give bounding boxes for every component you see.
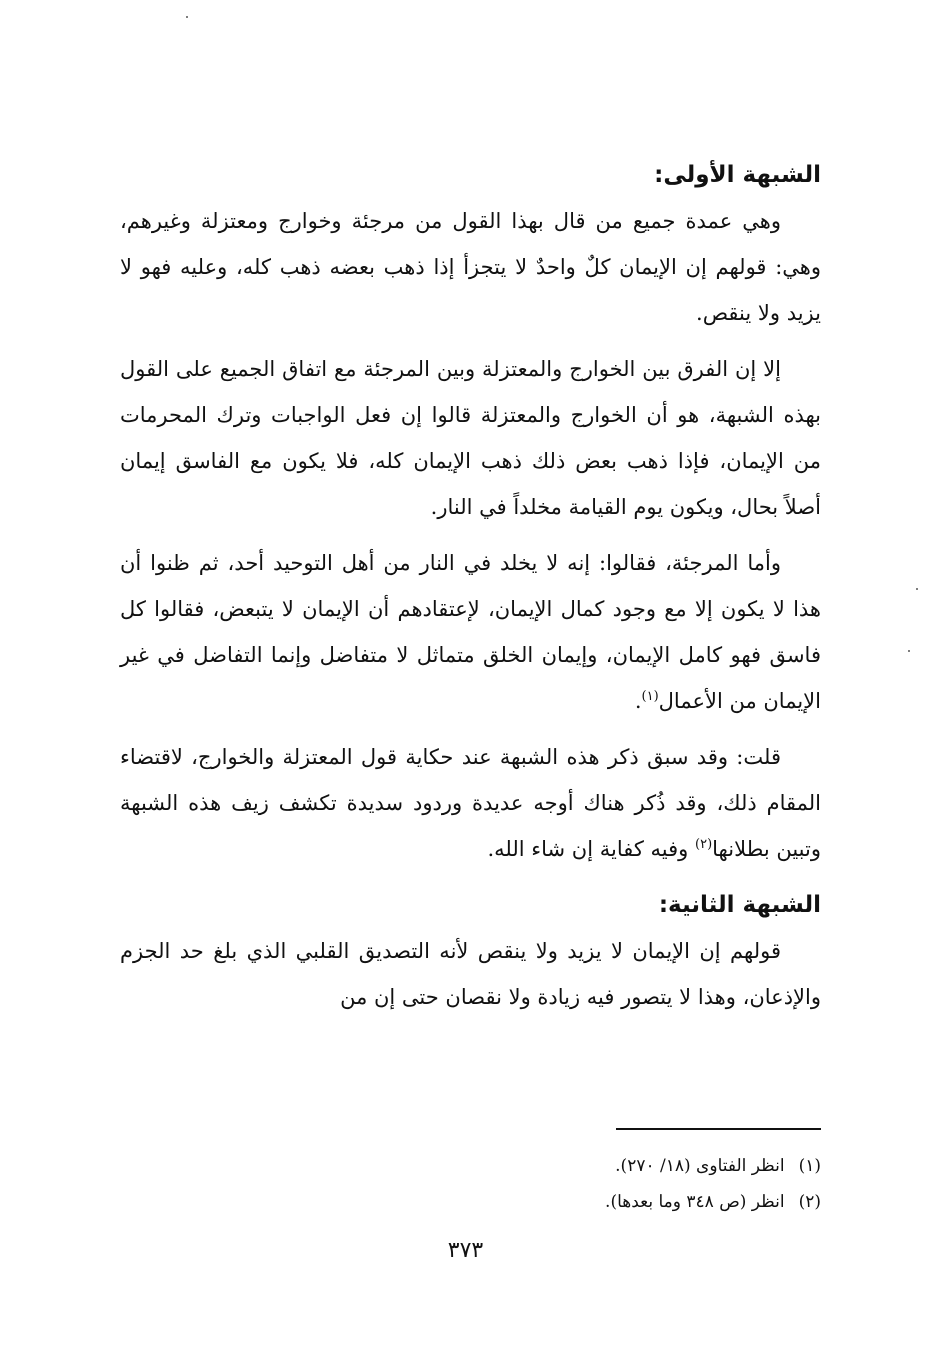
paragraph: إلا إن الفرق بين الخوارج والمعتزلة وبين المرجئة مع اتفاق الجميع على القول بهذه الشبهة، هو أن الخوارج والمعتزلة قالوا إن فعل الواجبات وترك المحرمات من الإيمان، فإذا ذهب بعض ذلك ذهب الإيمان كله، فلا يكون مع الفاسق إيمان أصلاً بحال، ويكون يوم القيامة مخلداً في النار. bbox=[120, 357, 821, 519]
paragraph-text: وفيه كفاية إن شاء الله. bbox=[487, 837, 695, 861]
paragraph-end: . bbox=[634, 689, 642, 713]
scan-speck bbox=[908, 650, 910, 652]
scan-speck bbox=[916, 588, 918, 590]
paragraph: وهي عمدة جميع من قال بهذا القول من مرجئة وخوارج ومعتزلة وغيرهم، وهي: قولهم إن الإيمان كلٌ واحدٌ لا يتجزأ إذا ذهب بعضه ذهب كله، وعليه فهو لا يزيد ولا ينقص. bbox=[120, 209, 821, 325]
paragraph bbox=[120, 540, 821, 724]
footnote-text: انظر (ص ٣٤٨ وما بعدها). bbox=[605, 1192, 785, 1212]
paragraph-text: وأما المرجئة، فقالوا: إنه لا يخلد في النار من أهل التوحيد أحد، ثم ظنوا أن هذا لا يكون إلا مع وجود كمال الإيمان، لإعتقادهم أن الإيمان لا يتبعض، فقالوا كل فاسق فهو كامل الإيمان، وإيمان الخلق متماثل لا متفاضل وإنما التفاضل في غير الإيمان من الأعمال bbox=[120, 551, 821, 713]
footnote bbox=[321, 1184, 821, 1220]
footnote-number: (٢) bbox=[798, 1192, 821, 1212]
section-heading-second-doubt: الشبهة الثانية: bbox=[658, 892, 821, 918]
paragraph-text: قلت: وقد سبق ذكر هذه الشبهة عند حكاية قول المعتزلة والخوارج، لاقتضاء المقام ذلك، وقد ذُكر هناك أوجه عديدة وردود سديدة تكشف زيف هذه الشبهة وتبين بطلانها bbox=[120, 745, 821, 861]
footnote-divider bbox=[616, 1128, 821, 1130]
footnote-reference[interactable]: (٢) bbox=[695, 837, 713, 852]
paragraph bbox=[120, 734, 821, 872]
footnotes bbox=[321, 1148, 821, 1220]
footnote-number: (١) bbox=[798, 1156, 821, 1176]
footnote-reference[interactable]: (١) bbox=[641, 689, 659, 704]
paragraph: قولهم إن الإيمان لا يزيد ولا ينقص لأنه التصديق القلبي الذي بلغ حد الجزم والإذعان، وهذا لا يتصور فيه زيادة ولا نقصان حتى إن من bbox=[120, 939, 821, 1009]
footnote bbox=[321, 1148, 821, 1184]
page-number: ٣٧٣ bbox=[447, 1238, 484, 1263]
footnote-text: انظر الفتاوى (١٨/ ٢٧٠). bbox=[615, 1156, 785, 1176]
main-text bbox=[120, 150, 821, 1030]
section-heading-first-doubt: الشبهة الأولى: bbox=[654, 162, 821, 188]
scan-speck bbox=[186, 16, 188, 18]
